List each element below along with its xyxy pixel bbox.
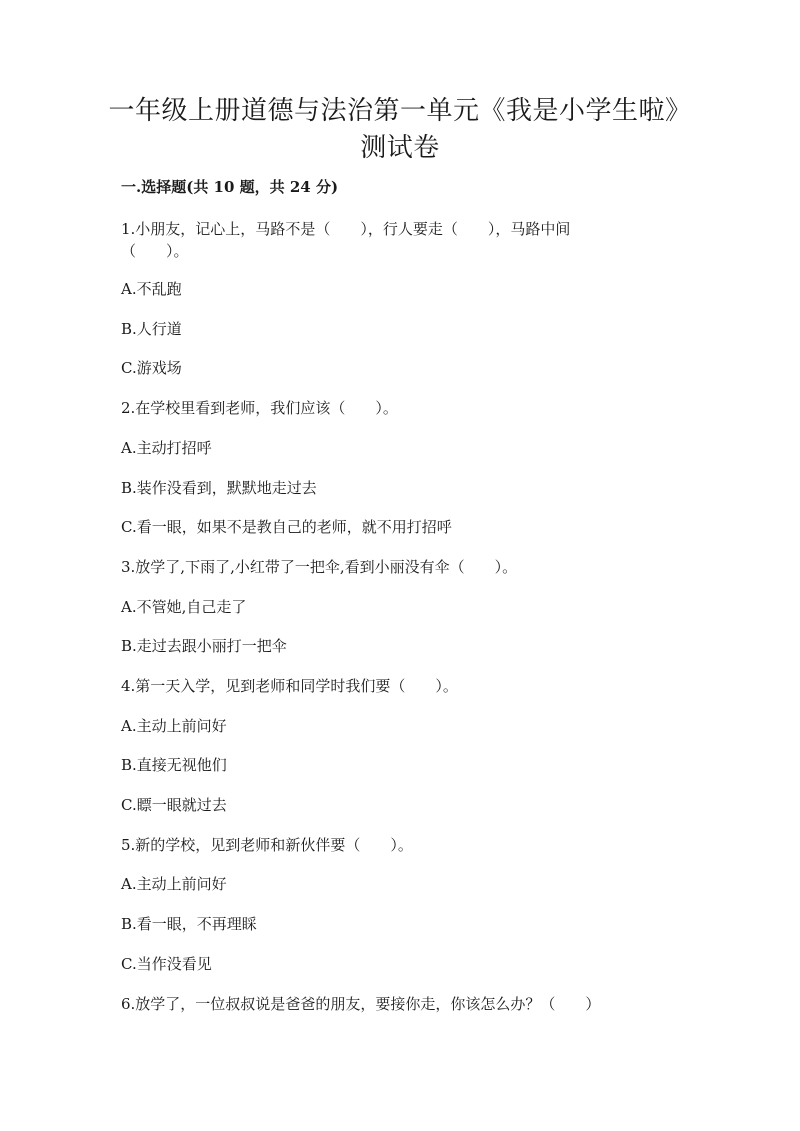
question-3-option-b: B.走过去跟小丽打一把伞: [121, 637, 287, 655]
question-4-option-b: B.直接无视他们: [121, 756, 227, 774]
question-5-option-b: B.看一眼，不再理睬: [121, 915, 257, 933]
page-title-line1: 一年级上册道德与法治第一单元《我是小学生啦》: [108, 96, 692, 126]
section-heading: 一.选择题(共 10 题，共 24 分): [121, 178, 339, 196]
page-title-line2: 测试卷: [360, 133, 440, 163]
question-4-stem: 4.第一天入学，见到老师和同学时我们要（ ）。: [121, 677, 458, 695]
question-4-option-a: A.主动上前问好: [121, 717, 227, 735]
question-4-option-c: C.瞟一眼就过去: [121, 796, 227, 814]
question-2-option-b: B.装作没看到，默默地走过去: [121, 479, 317, 497]
question-1-option-b: B.人行道: [121, 320, 182, 338]
question-2-option-a: A.主动打招呼: [121, 439, 212, 457]
question-3-stem: 3.放学了,下雨了,小红带了一把伞,看到小丽没有伞（ ）。: [121, 558, 518, 576]
question-5-stem: 5.新的学校，见到老师和新伙伴要（ ）。: [121, 836, 413, 854]
question-3-option-a: A.不管她,自己走了: [121, 598, 247, 616]
question-2-option-c: C.看一眼，如果不是教自己的老师，就不用打招呼: [121, 518, 452, 536]
question-5-option-c: C.当作没看见: [121, 955, 212, 973]
question-2-stem: 2.在学校里看到老师，我们应该（ ）。: [121, 399, 398, 417]
question-1-stem-line2: （ ）。: [121, 242, 189, 260]
question-1-option-a: A.不乱跑: [121, 280, 182, 298]
question-1-stem-line1: 1.小朋友，记心上，马路不是（ ），行人要走（ ），马路中间: [121, 220, 571, 238]
question-1-option-c: C.游戏场: [121, 359, 182, 377]
question-5-option-a: A.主动上前问好: [121, 875, 227, 893]
question-6-stem: 6.放学了，一位叔叔说是爸爸的朋友，要接你走，你该怎么办？（ ）: [121, 995, 601, 1013]
